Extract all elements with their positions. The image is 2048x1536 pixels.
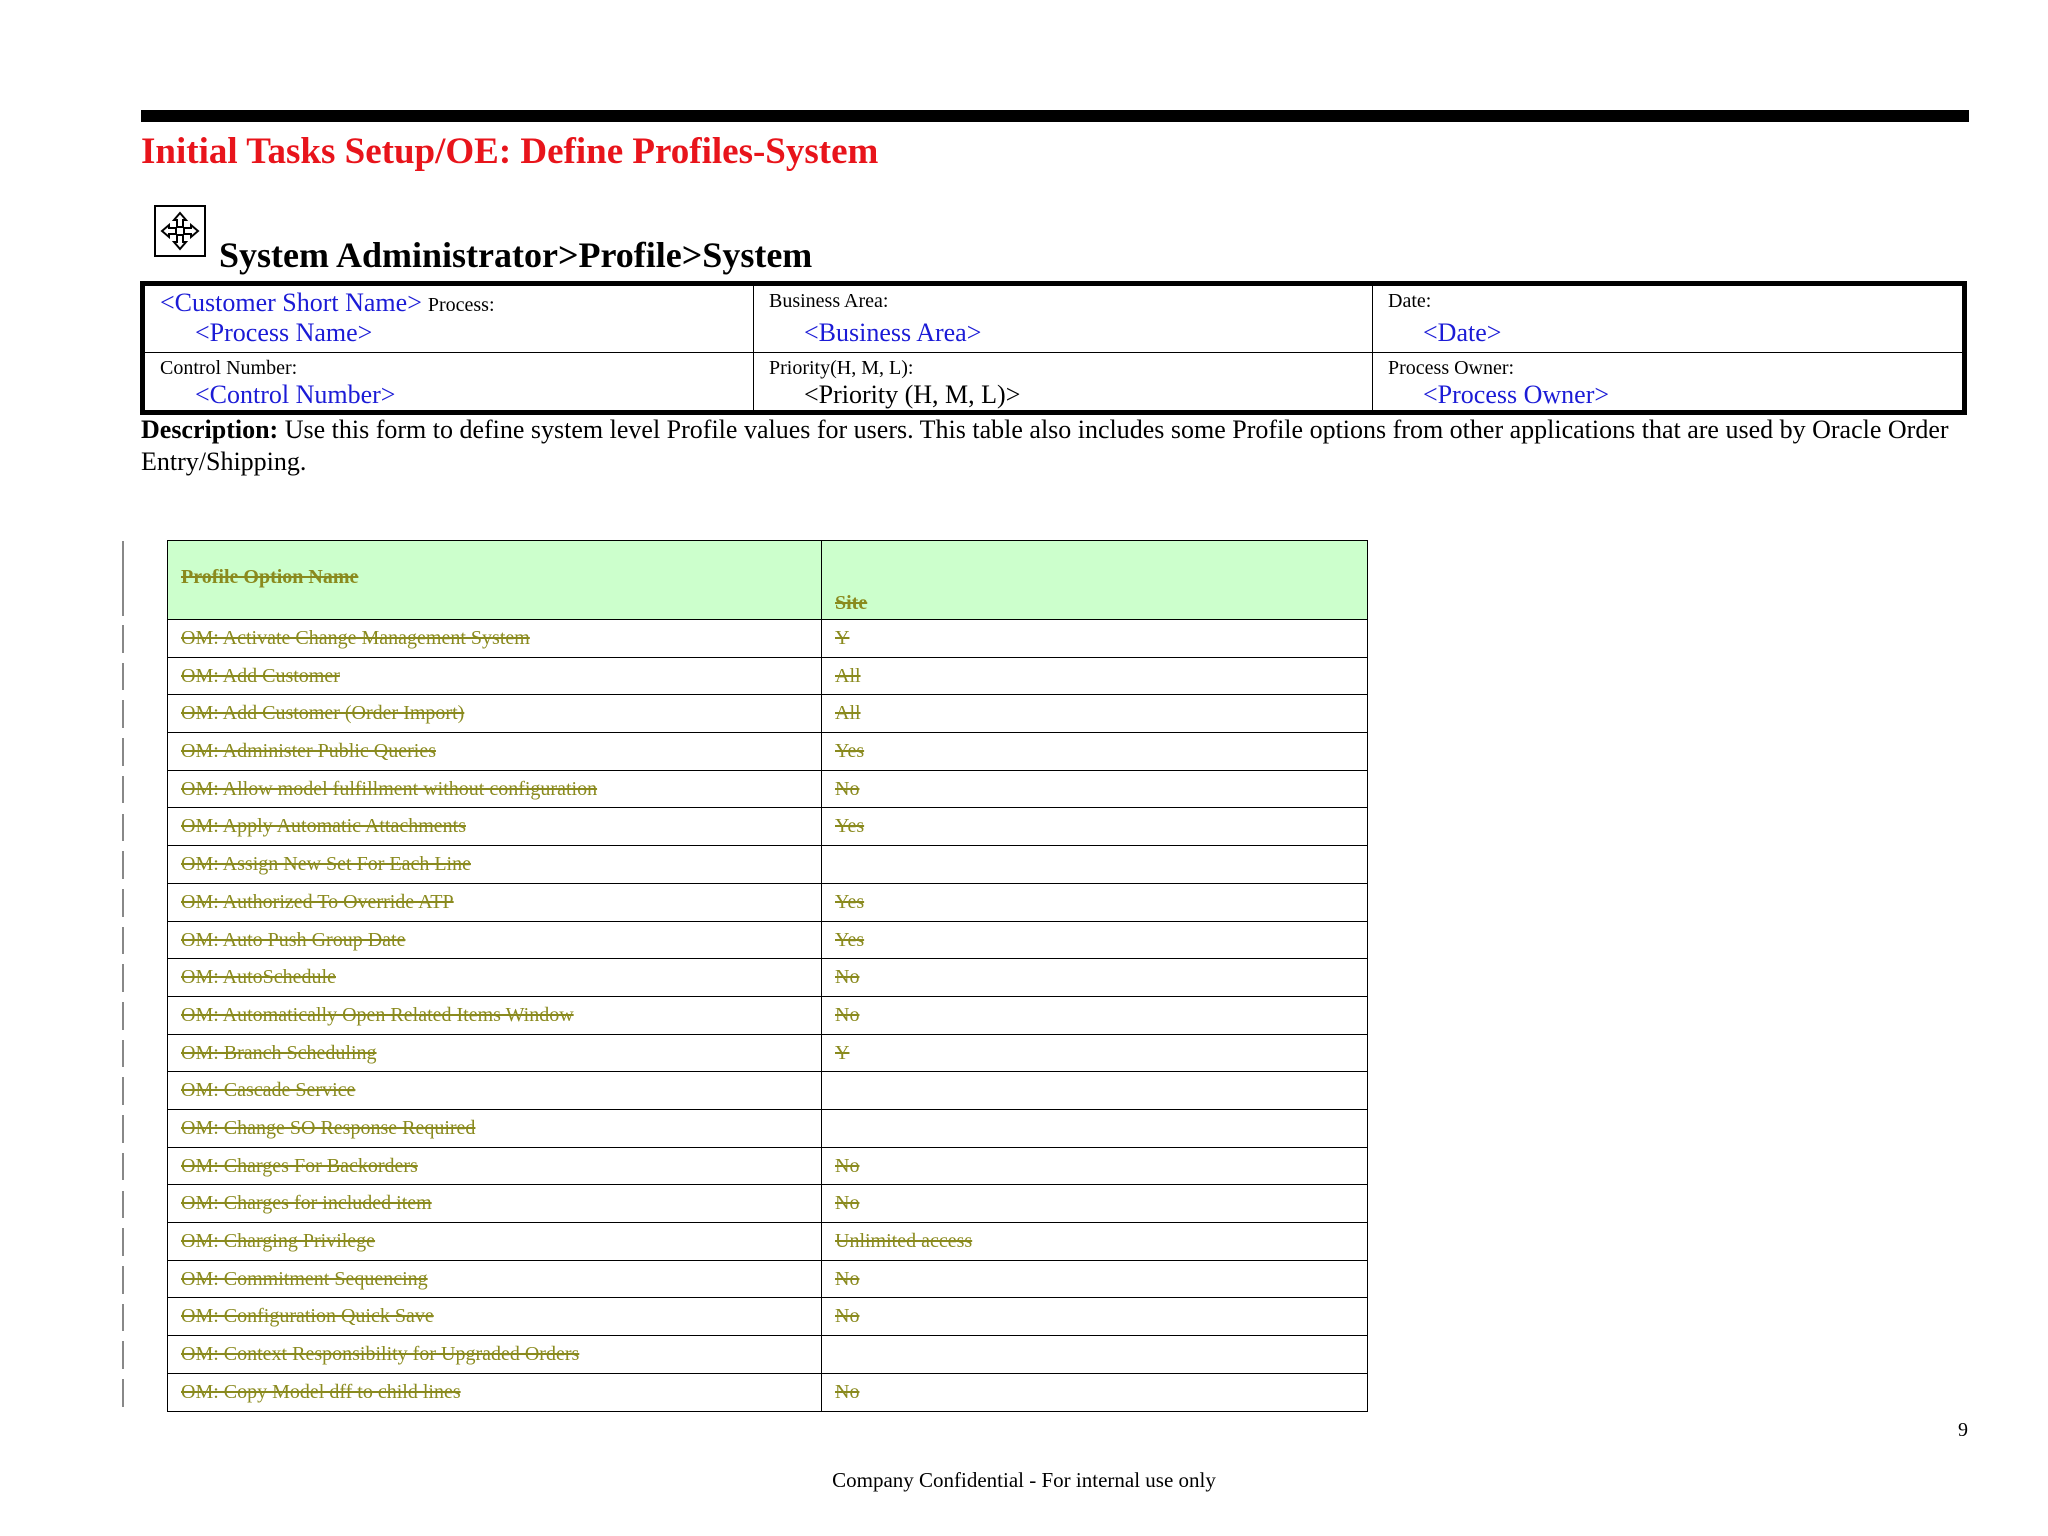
table-row [168, 771, 1367, 809]
change-bar [122, 851, 124, 879]
profile-option-name: OM: AutoSchedule [181, 966, 336, 989]
process-owner-label: Process Owner: [1388, 357, 1515, 379]
table-row [168, 1148, 1367, 1186]
profile-option-name: OM: Change SO Response Required [181, 1116, 476, 1139]
change-bar [122, 663, 124, 691]
date-label: Date: [1388, 290, 1432, 312]
table-row [168, 1298, 1367, 1336]
table-row [168, 1185, 1367, 1223]
description-label: Description: [141, 415, 279, 444]
table-row [168, 1072, 1367, 1110]
profile-option-name: OM: Activate Change Management System [181, 627, 530, 649]
table-row [168, 997, 1367, 1035]
profile-option-name: OM: Copy Model dff to child lines [181, 1380, 461, 1403]
site-value: No [835, 1305, 860, 1328]
business-area-label: Business Area: [769, 290, 889, 312]
site-value: Y [835, 627, 850, 649]
profile-option-name: OM: Charging Privilege [181, 1230, 376, 1252]
profile-option-name: OM: Add Customer (Order Import) [181, 702, 465, 725]
profile-option-name: OM: Charges For Backorders [181, 1154, 418, 1177]
site-value: No [835, 1003, 860, 1026]
process-cell [145, 286, 754, 352]
table-row [168, 959, 1367, 997]
control-number-label: Control Number: [160, 357, 298, 379]
business-area-value: <Business Area> [804, 318, 982, 347]
change-bar [122, 625, 124, 653]
profile-option-name: OM: Charges for included item [181, 1192, 432, 1215]
table-row [168, 733, 1367, 771]
site-value: No [835, 1380, 860, 1403]
header-row [145, 353, 1962, 410]
profile-option-name: OM: Automatically Open Related Items Window [181, 1003, 574, 1026]
page-title: Initial Tasks Setup/OE: Define Profiles-System [141, 131, 879, 172]
process-label: Process: [427, 294, 495, 316]
table-row [168, 1374, 1367, 1412]
profile-option-name: OM: Assign New Set For Each Line [181, 853, 471, 876]
table-row [168, 922, 1367, 960]
profile-option-name: OM: Commitment Sequencing [181, 1267, 428, 1290]
control-number-value: <Control Number> [195, 380, 396, 409]
header-row [145, 286, 1962, 353]
change-bar [122, 1040, 124, 1068]
date-value: <Date> [1423, 318, 1502, 347]
table-row [168, 1035, 1367, 1073]
table-row [168, 808, 1367, 846]
site-value: No [835, 1154, 860, 1177]
customer-process-line [160, 288, 495, 318]
column-header-site: Site [835, 592, 868, 614]
site-value: No [835, 777, 860, 800]
site-value: Y [835, 1041, 850, 1064]
navigation-path: System Administrator>Profile>System [219, 235, 813, 275]
table-row [168, 846, 1367, 884]
profile-option-name: OM: Authorized To Override ATP [181, 890, 454, 913]
table-body [168, 620, 1367, 1411]
profile-option-name: OM: Auto Push Group Date [181, 928, 406, 951]
header-box [140, 281, 1967, 415]
table-row [168, 884, 1367, 922]
change-bar [122, 1228, 124, 1256]
customer-short-name: <Customer Short Name> [160, 288, 422, 317]
site-value: Yes [835, 890, 865, 913]
change-bar [122, 1077, 124, 1105]
change-bar [122, 889, 124, 917]
process-name: <Process Name> [195, 318, 373, 347]
profile-option-name: OM: Branch Scheduling [181, 1041, 377, 1064]
process-owner-cell [1373, 353, 1962, 410]
change-bar [122, 1304, 124, 1332]
change-bar [122, 541, 124, 616]
change-bar [122, 1115, 124, 1143]
table-row [168, 1336, 1367, 1374]
site-value: No [835, 966, 860, 989]
table-row [168, 1110, 1367, 1148]
process-owner-value: <Process Owner> [1423, 380, 1610, 409]
site-value: Unlimited access [835, 1230, 973, 1252]
site-value: Yes [835, 928, 865, 951]
table-header [168, 541, 1367, 620]
priority-label: Priority(H, M, L): [769, 357, 914, 379]
profile-option-name: OM: Configuration Quick Save [181, 1305, 434, 1328]
table-row [168, 1261, 1367, 1299]
move-cross-icon [154, 205, 206, 257]
site-value: Yes [835, 815, 865, 838]
change-bar [122, 814, 124, 842]
priority-value: <Priority (H, M, L)> [804, 380, 1021, 409]
table-row [168, 658, 1367, 696]
change-bar [122, 964, 124, 992]
change-bar [122, 1191, 124, 1219]
site-value: Yes [835, 740, 865, 763]
profile-option-name: OM: Allow model fulfillment without configuration [181, 777, 598, 800]
business-area-cell [754, 286, 1373, 352]
priority-cell [754, 353, 1373, 410]
column-header-profile-option-name: Profile Option Name [181, 566, 359, 588]
top-rule [141, 110, 1969, 122]
change-bar [122, 1153, 124, 1181]
site-value: All [835, 702, 861, 725]
change-bar [122, 1266, 124, 1294]
change-bar [122, 700, 124, 728]
change-bar [122, 738, 124, 766]
profile-option-name: OM: Cascade Service [181, 1079, 356, 1102]
change-bar [122, 1379, 124, 1407]
footer-confidential: Company Confidential - For internal use only [832, 1468, 1216, 1492]
site-value: No [835, 1267, 860, 1290]
date-cell [1373, 286, 1962, 352]
profile-option-name: OM: Apply Automatic Attachments [181, 815, 466, 838]
page-number: 9 [1958, 1419, 1968, 1441]
table-row [168, 695, 1367, 733]
table-row [168, 620, 1367, 658]
profile-options-table [167, 540, 1368, 1412]
profile-option-name: OM: Administer Public Queries [181, 740, 436, 763]
site-value: No [835, 1192, 860, 1215]
table-row [168, 1223, 1367, 1261]
profile-option-name: OM: Context Responsibility for Upgraded Orders [181, 1343, 580, 1366]
change-bar [122, 1002, 124, 1030]
description [141, 414, 1971, 478]
description-text: Use this form to define system level Profile values for users. This table also includes some Profile options from other applications that are used by Oracle Order Entry/Shipping. [141, 415, 1949, 476]
control-number-cell [145, 353, 754, 410]
site-value: All [835, 664, 861, 687]
change-bar [122, 927, 124, 955]
change-bar [122, 1341, 124, 1369]
profile-option-name: OM: Add Customer [181, 664, 340, 687]
change-bar [122, 776, 124, 804]
